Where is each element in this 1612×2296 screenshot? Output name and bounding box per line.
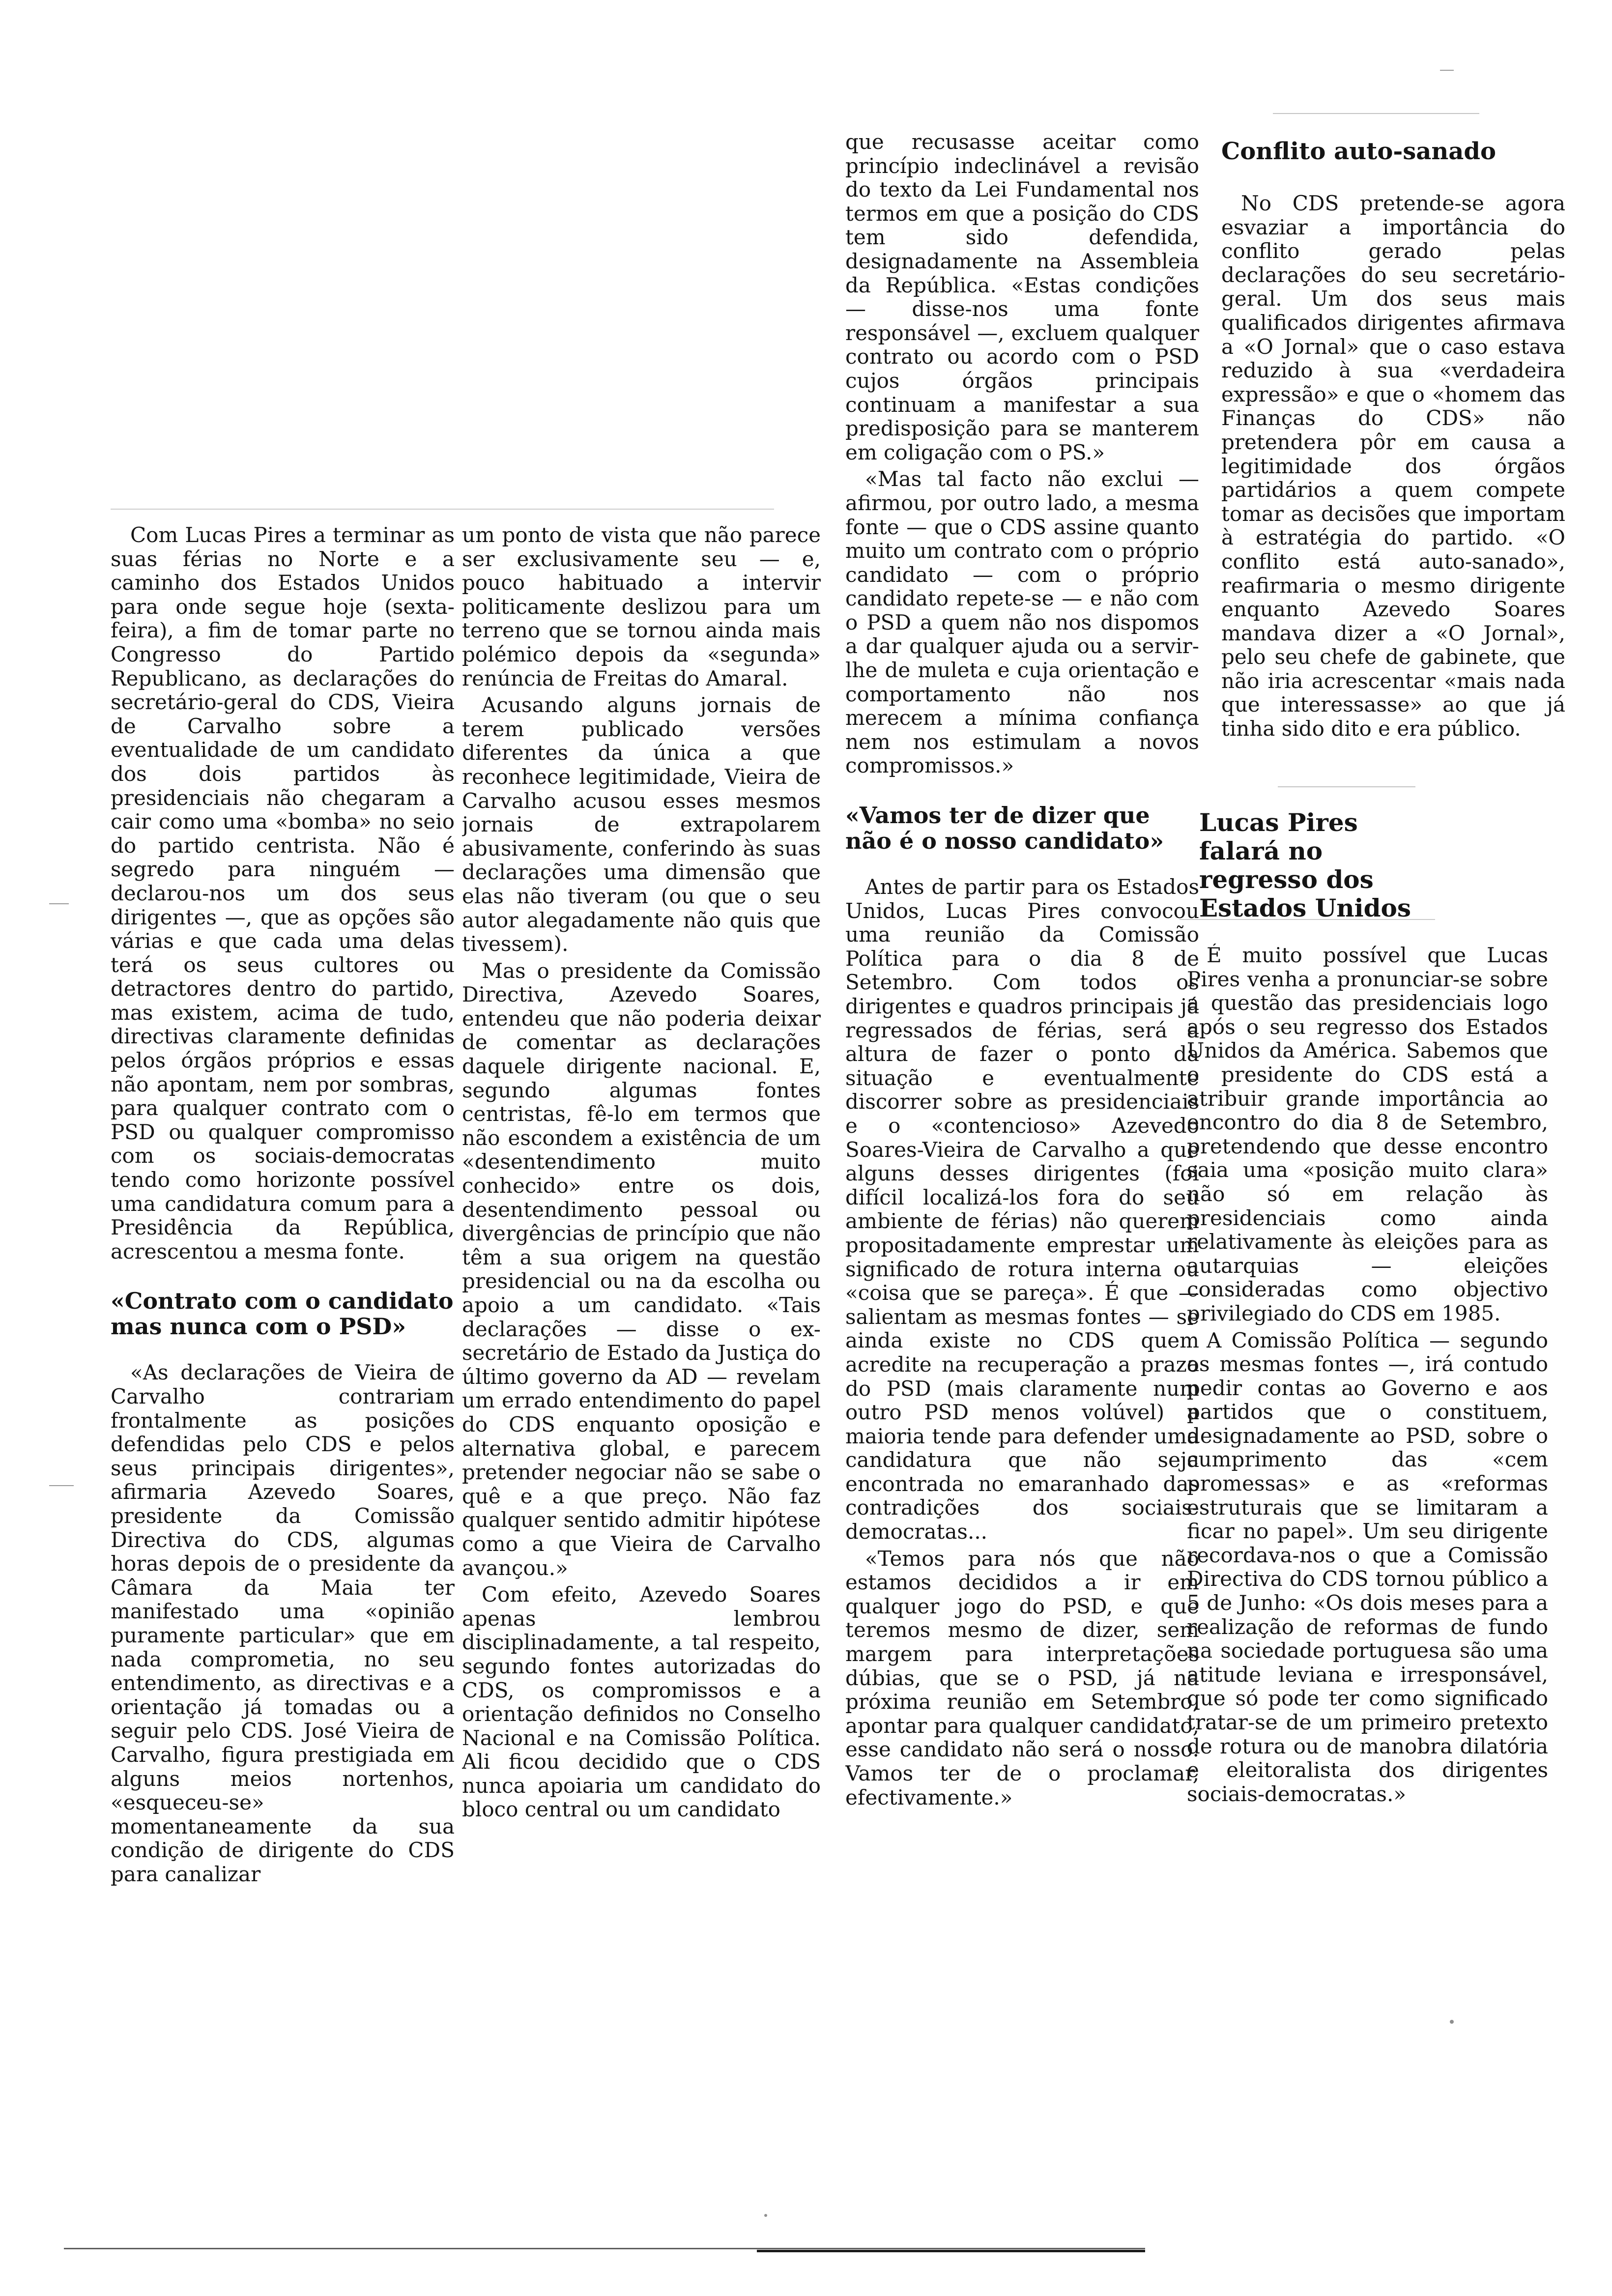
subheading: «Contrato com o candidato mas nunca com o PSD» — [111, 1288, 454, 1340]
scan-noise — [1278, 786, 1415, 787]
paragraph: Com efeito, Azevedo Soares apenas lembrou disciplinadamente, a tal respeito, segundo fontes autorizadas do CDS, os compromissos e a orientação definidos no Conselho Nacional e na Comissão Política. Ali ficou decidido que o CDS nunca apoiaria um candidato do bloco central ou um candidato — [462, 1582, 821, 1822]
box-title: Conflito auto-sanado — [1221, 138, 1496, 165]
article-column-2 — [462, 523, 821, 2239]
article-column-3 — [845, 130, 1199, 2239]
paragraph: No CDS pretende-se agora esvaziar a importância do conflito gerado pelas declarações do seu secretário-geral. Um dos seus mais qualificados dirigentes afirmava a «O Jornal» que o caso estava reduzido à sua «verdadeira expressão» e que o «homem das Finanças do CDS» não pretendera pôr em causa a legitimidade dos órgãos partidários a quem compete tomar as decisões que importam à estratégia do partido. «O conflito está auto-sanado», reafirmaria o mesmo dirigente enquanto Azevedo Soares mandava dizer a «O Jornal», pelo seu chefe de gabinete, que não iria acrescentar «mais nada que interessasse» ao que já tinha sido dito e era público. — [1221, 192, 1565, 741]
paragraph: um ponto de vista que não parece ser exclusivamente seu — e, pouco habituado a intervir politicamente deslizou para um terreno que se tornou ainda mais polémico depois da «segunda» renúncia de Freitas do Amaral. — [462, 523, 821, 690]
paragraph: «Temos para nós que não estamos decididos a ir em qualquer jogo do PSD, e que teremos mesmo de dizer, sem margem para interpretações dúbias, que se o PSD, já na próxima reunião em Setembro, apontar para qualquer candidato, esse candidato não será o nosso. Vamos ter de o proclamar, efectivamente.» — [845, 1546, 1199, 1809]
scan-noise — [1440, 70, 1454, 71]
headline: Lucas Pires falará no regresso dos Estados Unidos — [1199, 808, 1411, 922]
scan-noise — [49, 903, 69, 904]
paragraph: que recusasse aceitar como princípio indeclinável a revisão do texto da Lei Fundamental nos termos em que a posição do CDS tem sido defendida, designadamente na Assembleia da República. «Estas condições — disse-nos uma fonte responsável —, excluem qualquer contrato ou acordo com o PSD cujos órgãos principais continuam a manifestar a sua predisposição para se manterem em coligação com o PS.» — [845, 130, 1199, 464]
paragraph: Mas o presidente da Comissão Directiva, Azevedo Soares, entendeu que não poderia deixar de comentar as declarações daquele dirigente nacional. E, segundo algumas fontes centristas, fê-lo em termos que não escondem a existência de um «desentendimento muito conhecido» entre os dois, desentendimento pessoal ou divergências de princípio que não têm a sua origem na questão presidencial ou na da escolha ou apoio a um candidato. «Tais declarações — disse o ex-secretário de Estado da Justiça do último governo da AD — revelam um errado entendimento do papel do CDS enquanto oposição e alternativa global, e parecem pretender negociar não se sabe o quê e a que preço. Não faz qualquer sentido admitir hipótese como a que Vieira de Carvalho avançou.» — [462, 958, 821, 1580]
scan-noise — [1273, 113, 1479, 114]
subheading: «Vamos ter de dizer que não é o nosso candidato» — [845, 802, 1164, 855]
scan-noise — [111, 509, 774, 510]
sidebar-box — [1221, 192, 1565, 762]
paragraph: Acusando alguns jornais de terem publicado versões diferentes da única a que reconhece legitimidade, Vieira de Carvalho acusou esses mesmos jornais de extrapolarem abusivamente, conferindo às suas declarações uma dimensão que elas não tiveram (ou que o seu autor alegadamente não quis que tivessem). — [462, 693, 821, 956]
scan-noise — [49, 1485, 74, 1486]
bottom-rule — [757, 2250, 1145, 2252]
paragraph: É muito possível que Lucas Pires venha a pronunciar-se sobre a questão das presidenciais logo após o seu regresso dos Estados Unidos da América. Sabemos que o presidente do CDS está a atribuir grande importância ao encontro do dia 8 de Setembro, pretendendo que desse encontro saia uma «posição muito clara» não só em relação às presidenciais como ainda relativamente às eleições para as autarquias — eleições consideradas como objectivo privilegiado do CDS em 1985. — [1187, 944, 1548, 1325]
paragraph: «As declarações de Vieira de Carvalho contrariam frontalmente as posições defendidas pelo CDS e pelos seus principais dirigentes», afirmaria Azevedo Soares, presidente da Comissão Directiva do CDS, algumas horas depois de o presidente da Câmara da Maia ter manifestado uma «opinião puramente particular» que em nada comprometia, no seu entendimento, as directivas e a orientação já tomadas ou a seguir pelo CDS. José Vieira de Carvalho, figura prestigiada em alguns meios nortenhos, «esqueceu-se» momentaneamente da sua condição de dirigente do CDS para canalizar — [111, 1360, 455, 1886]
article-column-4 — [1187, 944, 1548, 2221]
bottom-rule — [64, 2248, 1145, 2249]
paragraph: Com Lucas Pires a terminar as suas férias no Norte e a caminho dos Estados Unidos para onde segue hoje (sexta-feira), a fim de tomar parte no Congresso do Partido Republicano, as declarações do secretário-geral do CDS, Vieira de Carvalho sobre a eventualidade de um candidato dos dois partidos às presidenciais não chegaram a cair como uma «bomba» no seio do partido centrista. Não é segredo para ninguém — declarou-nos um dos seus dirigentes —, que as opções são várias e que cada uma delas terá os seus cultores ou detractores dentro do partido, mas existem, acima de tudo, directivas claramente definidas pelos órgãos próprios e essas não apontam, nem por sombras, para qualquer contrato com o PSD ou qualquer compromisso com os sociais-democratas tendo como horizonte possível uma candidatura comum para a Presidência da República, acrescentou a mesma fonte. — [111, 523, 455, 1263]
paragraph: Antes de partir para os Estados Unidos, Lucas Pires convocou uma reunião da Comissão Política para o dia 8 de Setembro. Com todos os dirigentes e quadros principais já regressados de férias, será a altura de fazer o ponto da situação e eventualmente discorrer sobre as presidenciais e o «contencioso» Azevedo Soares-Vieira de Carvalho a que alguns desses dirigentes (foi difícil localizá-los fora do seu ambiente de férias) não querem propositadamente emprestar um significado de rotura interna ou «coisa que se pareça». É que — salientam as mesmas fontes — se ainda existe no CDS quem acredite na recuperação a prazo do PSD (mais claramente num outro PSD menos volúvel) a maioria tende para defender uma candidatura que não seja encontrada no emaranhado das contradições dos sociais-democratas... — [845, 875, 1199, 1544]
paragraph: A Comissão Política — segundo as mesmas fontes —, irá contudo pedir contas ao Governo e aos partidos que o constituem, designadamente ao PSD, sobre o cumprimento das «cem promessas» e as «reformas estruturais que se limitaram a ficar no papel». Um seu dirigente recordava-nos o que a Comissão Directiva do CDS tornou público a 5 de Junho: «Os dois meses para a realização de reformas de fundo na sociedade portuguesa são uma atitude leviana e irresponsável, que só pode ter como significado tratar-se de um primeiro pretexto de rotura ou de manobra dilatória e eleitoralista dos dirigentes sociais-democratas.» — [1187, 1328, 1548, 1806]
article-column-1 — [111, 523, 455, 2239]
paragraph: «Mas tal facto não exclui — afirmou, por outro lado, a mesma fonte — que o CDS assine quanto muito um contrato com o próprio candidato — com o próprio candidato repete-se — e não com o PSD a quem não nos dispomos a dar qualquer ajuda ou a servir-lhe de muleta e cuja orientação e comportamento não nos merecem a mínima confiança nem nos estimulam a novos compromissos.» — [845, 467, 1199, 778]
